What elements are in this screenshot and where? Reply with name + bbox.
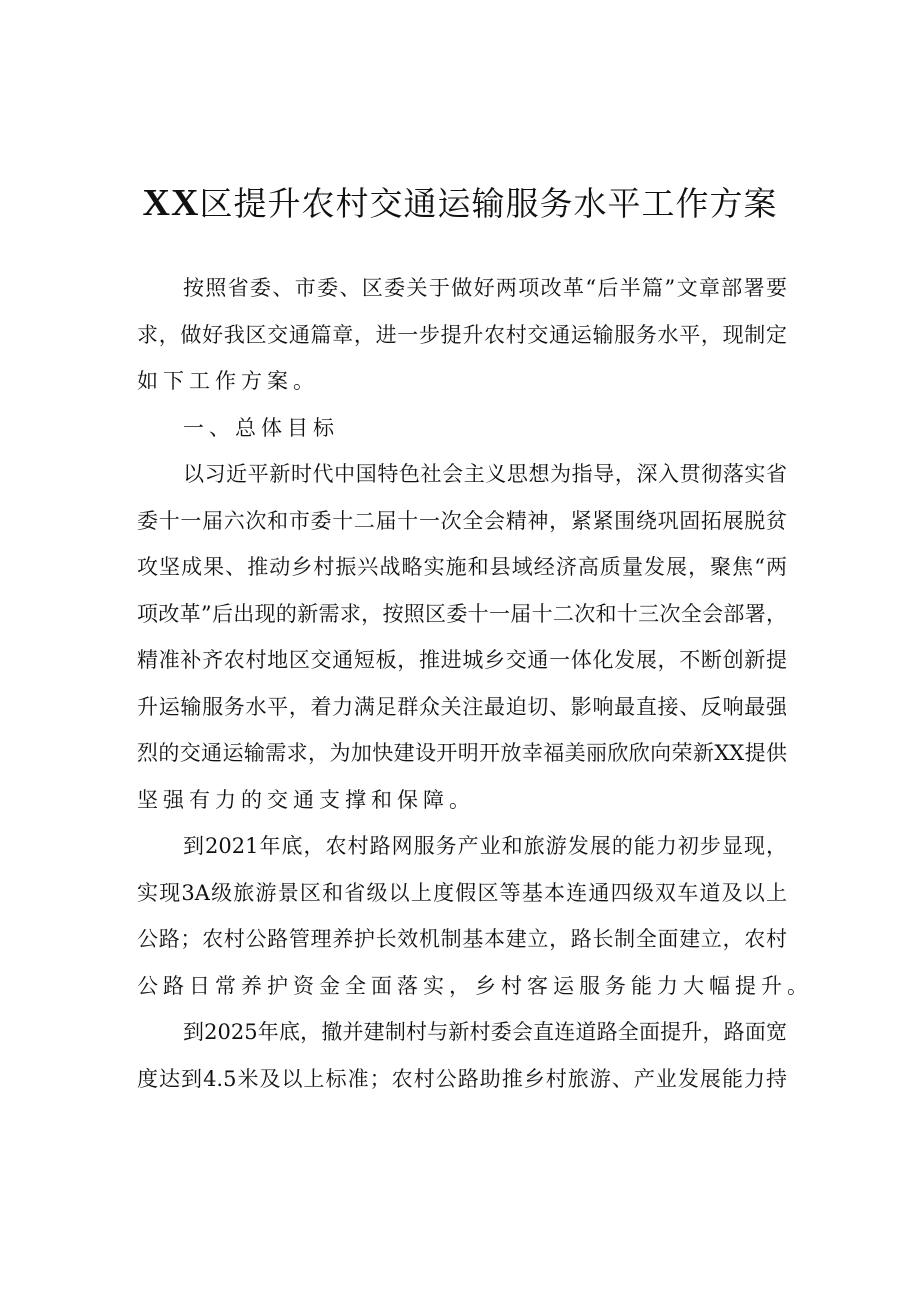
paragraph-line: 求，做好我区交通篇章，进一步提升农村交通运输服务水平，现制定: [137, 322, 787, 347]
paragraph-line: 委十一届六次和市委十二届十一次全会精神，紧紧围绕巩固拓展脱贫: [137, 508, 787, 533]
section-heading: 一、总体目标: [183, 415, 339, 440]
paragraph-line: 升运输服务水平，着力满足群众关注最迫切、影响最直接、反响最强: [137, 694, 787, 719]
paragraph-line: 实现3A级旅游景区和省级以上度假区等基本连通四级双车道及以上: [137, 880, 787, 905]
paragraph-line: 公路日常养护资金全面落实，乡村客运服务能力大幅提升。: [137, 973, 813, 998]
paragraph-line: 烈的交通运输需求，为加快建设开明开放幸福美丽欣欣向荣新XX提供: [137, 741, 787, 765]
document-body: [137, 265, 813, 1102]
paragraph-line: 攻坚成果、推动乡村振兴战略实施和县域经济高质量发展，聚焦“两: [137, 555, 787, 579]
paragraph-line: 精准补齐农村地区交通短板，推进城乡交通一体化发展，不断创新提: [137, 648, 787, 672]
title-prefix: XX: [142, 182, 200, 224]
paragraph-line: 按照省委、市委、区委关于做好两项改革“后半篇”文章部署要: [183, 276, 787, 300]
paragraph-line: 如下工作方案。: [137, 369, 319, 393]
paragraph-line: 坚强有力的交通支撑和保障。: [137, 787, 475, 812]
title-text: 区提升农村交通运输服务水平工作方案: [199, 184, 778, 223]
paragraph-line: 到2021年底，农村路网服务产业和旅游发展的能力初步显现，: [183, 834, 787, 858]
paragraph-line: 项改革”后出现的新需求，按照区委十一届十二次和十三次全会部署，: [137, 601, 787, 626]
document-title: [0, 180, 920, 227]
paragraph-line: 度达到4.5米及以上标准；农村公路助推乡村旅游、产业发展能力持: [137, 1066, 787, 1091]
paragraph-line: 公路；农村公路管理养护长效机制基本建立，路长制全面建立，农村: [137, 927, 787, 951]
paragraph-line: 以习近平新时代中国特色社会主义思想为指导，深入贯彻落实省: [183, 462, 787, 486]
paragraph-line: 到2025年底，撤并建制村与新村委会直连道路全面提升，路面宽: [183, 1020, 787, 1044]
